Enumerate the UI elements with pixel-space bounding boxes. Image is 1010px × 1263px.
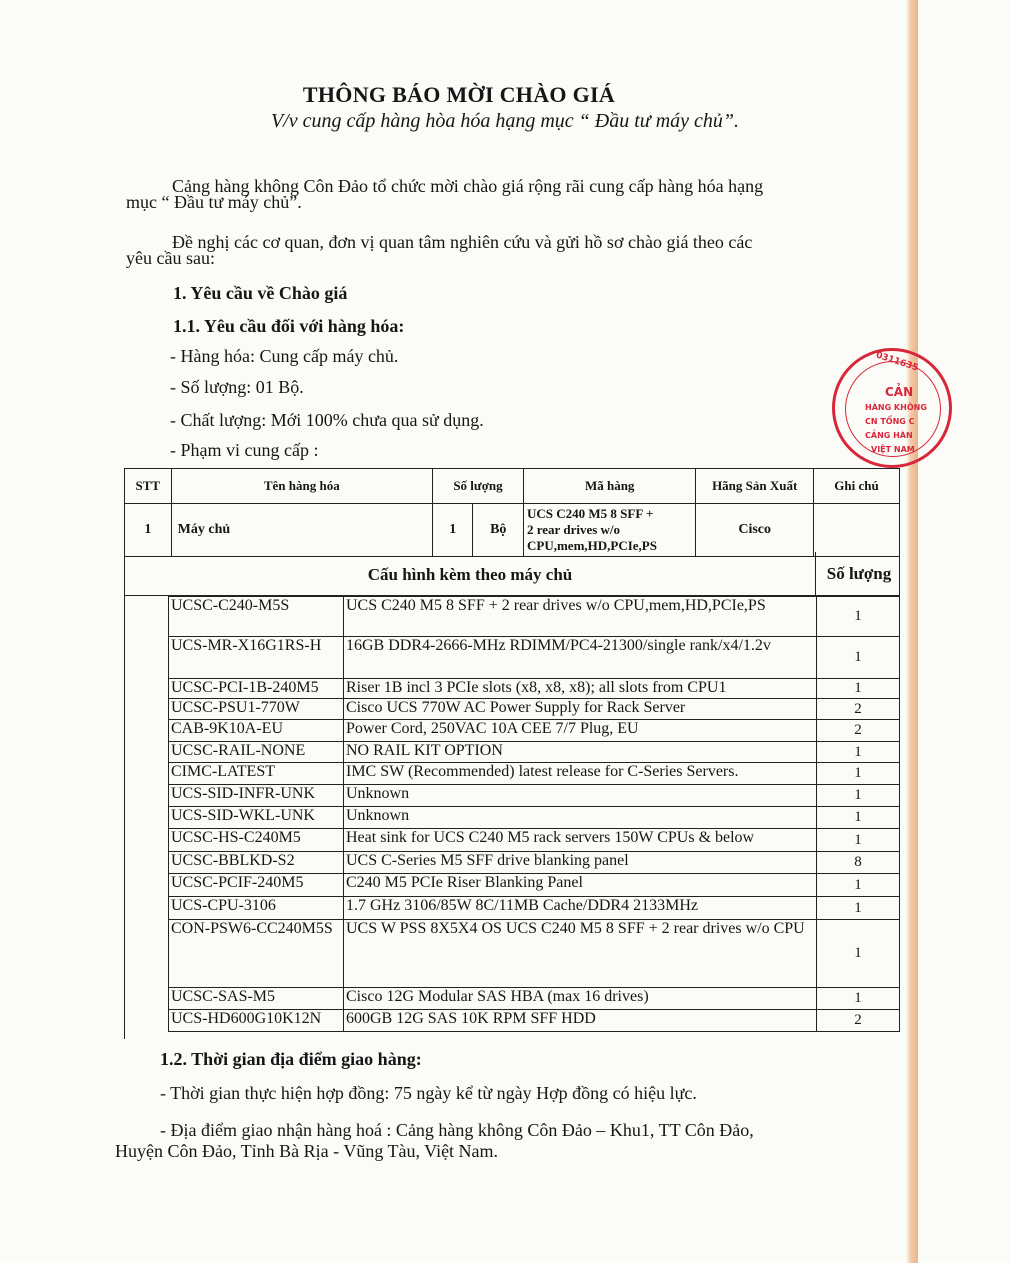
col-header-name: Tên hàng hóa bbox=[171, 469, 432, 504]
delivery-place-line2: Huyện Côn Đảo, Tỉnh Bà Rịa - Vũng Tàu, Việt Nam. bbox=[115, 1141, 499, 1161]
config-item-qty: 1 bbox=[817, 763, 900, 785]
req-item: - Hàng hóa: Cung cấp máy chủ. bbox=[170, 346, 399, 366]
company-stamp bbox=[832, 348, 952, 468]
row-code-line: UCS C240 M5 8 SFF + bbox=[527, 506, 654, 521]
config-item-code: UCS-HD600G10K12N bbox=[169, 1010, 344, 1032]
goods-table bbox=[124, 468, 900, 557]
config-item-desc: NO RAIL KIT OPTION bbox=[344, 742, 817, 763]
stamp-text: HÀNG KHÔNG bbox=[865, 403, 927, 412]
table-row bbox=[169, 920, 900, 988]
config-item-qty: 1 bbox=[817, 920, 900, 988]
delivery-place-line1: - Địa điểm giao nhận hàng hoá : Cảng hàng không Côn Đảo – Khu1, TT Côn Đảo, bbox=[160, 1120, 754, 1140]
table-row bbox=[125, 504, 900, 557]
table-row bbox=[169, 897, 900, 920]
col-header-maker: Hãng Sản Xuất bbox=[696, 469, 814, 504]
config-item-desc: UCS C-Series M5 SFF drive blanking panel bbox=[344, 852, 817, 874]
config-heading: Cấu hình kèm theo máy chủ bbox=[367, 565, 573, 584]
config-left-strip bbox=[124, 596, 169, 1039]
section1-heading: 1. Yêu cầu về Chào giá bbox=[173, 283, 348, 303]
config-item-code: UCSC-PCI-1B-240M5 bbox=[169, 679, 344, 699]
config-item-code: UCS-CPU-3106 bbox=[169, 897, 344, 920]
section11-heading: 1.1. Yêu cầu đối với hàng hóa: bbox=[173, 316, 405, 336]
doc-title: THÔNG BÁO MỜI CHÀO GIÁ bbox=[302, 82, 616, 107]
config-item-qty: 1 bbox=[817, 874, 900, 897]
config-item-qty: 1 bbox=[817, 807, 900, 829]
table-row bbox=[169, 763, 900, 785]
config-item-code: UCS-SID-INFR-UNK bbox=[169, 785, 344, 807]
config-item-desc: 16GB DDR4-2666-MHz RDIMM/PC4-21300/single rank/x4/1.2v bbox=[344, 637, 817, 679]
config-item-desc: Heat sink for UCS C240 M5 rack servers 150W CPUs & below bbox=[344, 829, 817, 852]
row-code bbox=[524, 504, 696, 557]
config-item-code: CON-PSW6-CC240M5S bbox=[169, 920, 344, 988]
req-item: - Chất lượng: Mới 100% chưa qua sử dụng. bbox=[170, 410, 484, 430]
req-item: - Phạm vi cung cấp : bbox=[170, 440, 319, 460]
config-item-desc: Cisco 12G Modular SAS HBA (max 16 drives) bbox=[344, 988, 817, 1010]
config-item-desc: 600GB 12G SAS 10K RPM SFF HDD bbox=[344, 1010, 817, 1032]
row-maker: Cisco bbox=[696, 504, 814, 557]
col-header-note: Ghi chú bbox=[814, 469, 900, 504]
config-item-desc: UCS W PSS 8X5X4 OS UCS C240 M5 8 SFF + 2 rear drives w/o CPU bbox=[344, 920, 817, 988]
stamp-text: CẢN bbox=[885, 385, 914, 399]
row-stt: 1 bbox=[125, 504, 172, 557]
config-item-code: UCS-MR-X16G1RS-H bbox=[169, 637, 344, 679]
config-item-desc: Riser 1B incl 3 PCIe slots (x8, x8, x8); all slots from CPU1 bbox=[344, 679, 817, 699]
table-row bbox=[169, 720, 900, 742]
intro-p2-line2: yêu cầu sau: bbox=[126, 248, 215, 268]
config-qty-heading: Số lượng bbox=[815, 552, 902, 595]
config-item-desc: 1.7 GHz 3106/85W 8C/11MB Cache/DDR4 2133MHz bbox=[344, 897, 817, 920]
config-table bbox=[168, 596, 900, 1032]
config-heading-row bbox=[124, 552, 900, 596]
intro-p1-line1: Cảng hàng không Côn Đảo tổ chức mời chào giá rộng rãi cung cấp hàng hóa hạng bbox=[172, 176, 764, 196]
config-item-code: UCSC-HS-C240M5 bbox=[169, 829, 344, 852]
doc-subtitle: V/v cung cấp hàng hòa hóa hạng mục “ Đầu tư máy chủ”. bbox=[270, 110, 740, 132]
intro-p1-line2: mục “ Đầu tư máy chủ”. bbox=[126, 192, 302, 212]
stamp-text: CẢNG HÀN bbox=[865, 431, 913, 440]
config-item-code: CAB-9K10A-EU bbox=[169, 720, 344, 742]
config-item-desc: IMC SW (Recommended) latest release for C-Series Servers. bbox=[344, 763, 817, 785]
table-row bbox=[169, 679, 900, 699]
config-item-desc: Unknown bbox=[344, 807, 817, 829]
page-edge bbox=[906, 0, 918, 1263]
config-item-qty: 1 bbox=[817, 742, 900, 763]
req-item: - Số lượng: 01 Bộ. bbox=[170, 377, 304, 397]
row-name: Máy chủ bbox=[171, 504, 432, 557]
config-item-code: UCSC-PSU1-770W bbox=[169, 699, 344, 720]
config-item-code: UCSC-C240-M5S bbox=[169, 597, 344, 637]
config-item-code: UCSC-RAIL-NONE bbox=[169, 742, 344, 763]
config-item-code: UCSC-SAS-M5 bbox=[169, 988, 344, 1010]
config-item-desc: Cisco UCS 770W AC Power Supply for Rack Server bbox=[344, 699, 817, 720]
table-row bbox=[169, 988, 900, 1010]
goods-header-row bbox=[125, 469, 900, 504]
stamp-text: 0311635 bbox=[874, 350, 920, 374]
config-item-code: UCS-SID-WKL-UNK bbox=[169, 807, 344, 829]
config-item-code: UCSC-BBLKD-S2 bbox=[169, 852, 344, 874]
config-item-qty: 1 bbox=[817, 597, 900, 637]
config-item-qty: 8 bbox=[817, 852, 900, 874]
table-row bbox=[169, 807, 900, 829]
config-item-qty: 1 bbox=[817, 897, 900, 920]
table-row bbox=[169, 637, 900, 679]
config-item-qty: 2 bbox=[817, 720, 900, 742]
intro-p2-line1: Đề nghị các cơ quan, đơn vị quan tâm nghiên cứu và gửi hồ sơ chào giá theo các bbox=[172, 232, 753, 252]
table-row bbox=[169, 852, 900, 874]
row-qty: 1 bbox=[432, 504, 473, 557]
col-header-code: Mã hàng bbox=[524, 469, 696, 504]
config-item-qty: 1 bbox=[817, 785, 900, 807]
table-row bbox=[169, 699, 900, 720]
config-item-qty: 2 bbox=[817, 1010, 900, 1032]
delivery-time: - Thời gian thực hiện hợp đồng: 75 ngày kể từ ngày Hợp đồng có hiệu lực. bbox=[160, 1083, 697, 1103]
config-item-code: UCSC-PCIF-240M5 bbox=[169, 874, 344, 897]
config-item-qty: 1 bbox=[817, 829, 900, 852]
table-row bbox=[169, 597, 900, 637]
config-item-desc: Power Cord, 250VAC 10A CEE 7/7 Plug, EU bbox=[344, 720, 817, 742]
config-item-qty: 1 bbox=[817, 637, 900, 679]
col-header-stt: STT bbox=[125, 469, 172, 504]
stamp-text: CN TỔNG C bbox=[865, 417, 915, 426]
config-item-desc: Unknown bbox=[344, 785, 817, 807]
row-unit: Bộ bbox=[473, 504, 524, 557]
row-code-line: 2 rear drives w/o bbox=[527, 522, 621, 537]
config-item-qty: 2 bbox=[817, 699, 900, 720]
section12-heading: 1.2. Thời gian địa điểm giao hàng: bbox=[160, 1049, 422, 1069]
col-header-qty: Số lượng bbox=[432, 469, 523, 504]
stamp-text: VIỆT NAM bbox=[871, 445, 915, 454]
table-row bbox=[169, 874, 900, 897]
table-row bbox=[169, 829, 900, 852]
table-row bbox=[169, 785, 900, 807]
config-item-qty: 1 bbox=[817, 679, 900, 699]
config-item-code: CIMC-LATEST bbox=[169, 763, 344, 785]
row-code-line: CPU,mem,HD,PCIe,PS bbox=[527, 538, 657, 553]
row-note bbox=[814, 504, 900, 557]
config-item-desc: UCS C240 M5 8 SFF + 2 rear drives w/o CPU,mem,HD,PCIe,PS bbox=[344, 597, 817, 637]
table-row bbox=[169, 742, 900, 763]
table-row bbox=[169, 1010, 900, 1032]
config-item-qty: 1 bbox=[817, 988, 900, 1010]
config-item-desc: C240 M5 PCIe Riser Blanking Panel bbox=[344, 874, 817, 897]
